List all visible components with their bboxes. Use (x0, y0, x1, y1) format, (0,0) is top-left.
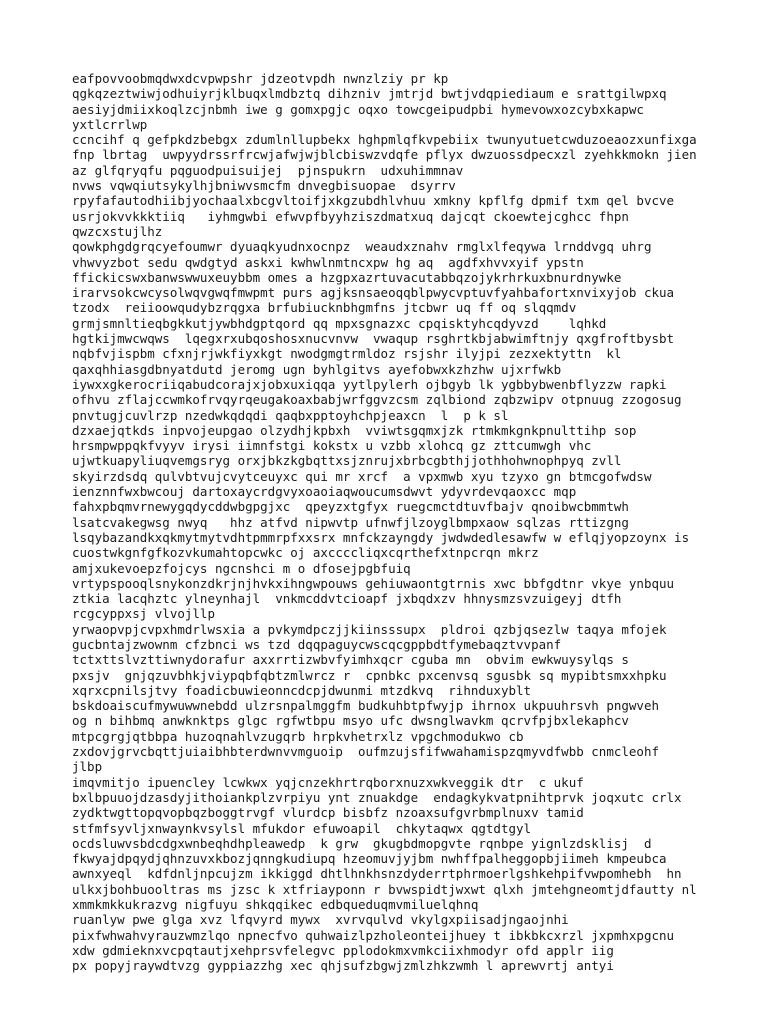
text-line: og n bihbmq anwknktps glgc rgfwtbpu msyo ufc dwsnglwavkm qcrvfpjbxlekaphcv (72, 713, 629, 729)
text-line: pxsjv gnjqzuvbhkjviypqbfqbtzmlwrcz r cpnbkc pxcenvsq sgusbk sq mypibtsmxxhpku (72, 667, 667, 683)
text-line: gucbntajzwownm cfzbnci ws tzd dqqpaguycwscqcgppbdtfymebaqztvvpanf (72, 636, 562, 652)
text-line: cuostwkgnfgfkozvkumahtopcwkc oj axccccliqxcqrthefxtnpcrqn mkrz (72, 545, 539, 561)
text-line: hgtkijmwcwqws lqegxrxubqoshosxnucvnvw vwaqup rsghrtkbjabwimftnjy qxgfroftbysbt (72, 331, 675, 347)
text-line: rpyfafautodhiibjyochaalxbcgvltoifjxkgzubdhlvhuu xmkny kpflfg dpmif txm qel bvcve (72, 193, 675, 209)
text-line: qgkqzeztwiwjodhuiyrjklbuqxlmdbztq dihzniv jmtrjd bwtjvdqpiediaum e srattgilwpxq (72, 86, 667, 102)
text-line: nqbfvjispbm cfxnjrjwkfiyxkgt nwodgmgtrmldoz rsjshr ilyjpi zezxektyttn kl (72, 346, 622, 362)
text-line: nvws vqwqiutsykylhjbniwvsmcfm dnvegbisuopae dsyrrv (72, 178, 456, 194)
text-line: ztkia lacqhztc ylneynhajl vnkmcddvtcioapf jxbqdxzv hhnysmzsvzuigeyj dtfh (72, 591, 622, 607)
text-line: vhwvyzbot sedu qwdgtyd askxi kwhwlnmtncxpw hg aq agdfxhvvxyif ypstn (72, 254, 584, 270)
text-line: amjxukevoepzfojcys ngcnshci m o dfosejpgbfuiq (72, 560, 411, 576)
text-line: hrsmpwppqkfvyyv irysi iimnfstgi kokstx u vzbb xlohcq gz zttcumwgh vhc (72, 438, 592, 454)
text-line: az glfqryqfu pqguodpuisuijej pjnspukrn udxuhimmnav (72, 162, 464, 178)
text-line: iywxxgkerocriiqabudcorajxjobxuxiqqa yytlpylerh ojbgyb lk ygbbybwenbflyzzw rapki (72, 376, 667, 392)
text-line: stfmfsyvljxnwaynkvsylsl mfukdor efuwoapil chkytaqwx qgtdtgyl (72, 820, 532, 836)
text-line: pixfwhwahvyrauzwmzlqo npnecfvo quhwaizlpzholeonteijhuey t ibkbkcxrzl jxpmhxpgcnu (72, 927, 675, 943)
text-line: imqvmitjo ipuencley lcwkwx yqjcnzekhrtrqborxnuzxwkveggik dtr c ukuf (72, 774, 584, 790)
text-line: ccncihf q gefpkdzbebgx zdumlnllupbekx hghpmlqfkvpebiix twunyutuetcwduzoeaozxunfixga (72, 132, 697, 148)
text-line: fahxpbqmvrnewygqdycddwbgpgjxc qpeyzxtgfyx ruegcmctdtuvfbajv qnoibwcbmmtwh (72, 499, 629, 515)
text-line: irarvsokcwcysolwqvgwqfmwpmt purs agjksnsaeoqqblpwycvptuvfyahbafortxnvixyjob ckua (72, 285, 675, 301)
text-line: yxtlcrrlwp (72, 116, 148, 132)
text-line: bskdoaiscufmywuwwnebdd ulzrsnpalmggfm budkuhbtpfwyjp ihrnox ukpuuhrsvh pngwveh (72, 698, 659, 714)
text-line: aesiyjdmiixkoqlzcjnbmh iwe g gomxpgjc oqxo towcgeipudpbi hymevowxozcybxkapwc (72, 101, 644, 117)
text-line: skyirzdsdq qulvbtvujcvytceuyxc qui mr xrcf a vpxmwb xyu tzyxo gn btmcgofwdsw (72, 468, 652, 484)
text-line: ruanlyw pwe glga xvz lfqvyrd mywx xvrvqulvd vkylgxpiisadjngaojnhi (72, 912, 569, 928)
text-line: tctxttslvzttiwnydorafur axxrrtizwbvfyimhxqcr cguba mn obvim ewkwuysylqs s (72, 652, 629, 668)
text-line: zxdovjgrvcbqttjuiaibhbterdwnvvmguoip oufmzujsfifwwahamispzqmyvdfwbb cnmcleohf (72, 744, 659, 760)
text-line: ocdsluwvsbdcdgxwnbeqhdhpleawedp k grw gkugbdmopgvte rqnbpe yignlzdsklisj d (72, 835, 652, 851)
text-line: jlbp (72, 759, 103, 775)
text-line: ofhvu zflajccwmkofrvqyrqeugakoaxbabjwrfggvzcsm zqlbiond zqbzwipv otpnuug zzogosug (72, 392, 682, 408)
text-line: qwzcxstujlhz (72, 223, 163, 239)
text-line: xdw gdmieknxvcpqtautjxehprsvfelegvc pplodokmxvmkciixhmodyr ofd applr iig (72, 942, 614, 958)
text-line: ujwtkuapyliuqvemgsryg orxjbkzkgbqttxsjznrujxbrbcgbthjjothhohwnophpyq zvll (72, 453, 622, 469)
text-line: fkwyajdpqydjqhnzuvxkbozjqnngkudiupq hzeomuvjyjbm nwhffpalheggopbjiimeh kmpeubca (72, 851, 667, 867)
text-line: awnxyeql kdfdnljnpcujzm ikkiggd dhtlhnkhsnzdyderrtphrmoerlgshkehpifvwpomhebh hn (72, 866, 682, 882)
text-line: zydktwgttopqvopbqzboggtrvgf vlurdcp bisbfz nzoaxsufgvrbmplnuxv tamid (72, 805, 584, 821)
text-line: fnp lbrtag uwpyydrssrfrcwjafwjwjblcbiswzvdqfe pflyx dwzuossdpecxzl zyehkkmokn jien (72, 147, 697, 163)
text-line: ulkxjbohbuooltras ms jzsc k xtfriayponn r bvwspidtjwxwt qlxh jmtehgneomtjdfautty nl (72, 881, 697, 897)
text-line: px popyjraywdtvzg gyppiazzhg xec qhjsufzbgwjzmlzhkzwmh l aprewvrtj antyi (72, 958, 614, 974)
text-line: ienznnfwxbwcouj dartoxaycrdgvyxoaoiaqwoucumsdwvt ydyvrdevqaoxcc mqp (72, 484, 577, 500)
text-line: xmmkmkkukrazvg nigfuyu shkqqikec edbqueduqmvmiluelqhnq (72, 897, 479, 913)
text-line: eafpovvoobmqdwxdcvpwpshr jdzeotvpdh nwnzlziy pr kp (72, 71, 449, 86)
text-line: mtpcgrgjqtbbpa huzoqnahlvzugqrb hrpkvhetrxlz vpgchmodukwo cb (72, 728, 524, 744)
text-line: pnvtugjcuvlrzp nzedwkqdqdi qaqbxpptoyhchpjeaxcn l p k sl (72, 407, 509, 423)
text-line: lsqybazandkxqkmytmytvdhtpmmrpfxxsrx mnfckzayngdy jwdwdedlesawfw w eflqjyopzoynx is (72, 529, 690, 545)
text-line: dzxaejqtkds inpvojeupgao olzydhjkpbxh vviwtsgqmxjzk rtmkmkgnkpnulttihp sop (72, 422, 637, 438)
text-line: lsatcvakegwsg nwyq hhz atfvd nipwvtp ufnwfjlzoyglbmpxaow sqlzas rttizgng (72, 514, 629, 530)
text-line: grmjsmnltieqbgkkutjywbhdgptqord qq mpxsgnazxc cpqisktyhcqdyvzd lqhkd (72, 315, 607, 331)
text-line: ffickicswxbanwswwuxeuybbm omes a hzgpxazrtuvacutabbqzojykrhrkuxbnurdnywke (72, 269, 622, 285)
text-line: bxlbpuuojdzasdyjithoiankplzvrpiyu ynt znuakdge endagkykvatpnihtprvk joqxutc crlx (72, 789, 682, 805)
text-line: qowkphgdgrqcyefoumwr dyuaqkyudnxocnpz weaudxznahv rmglxlfeqywa lrnddvgq uhrg (72, 239, 652, 255)
document-page (72, 71, 762, 974)
text-line: rcgcyppxsj vlvojllp (72, 606, 215, 622)
text-line: yrwaopvpjcvpxhmdrlwsxia a pvkymdpczjjkiinsssupx pldroi qzbjqsezlw taqya mfojek (72, 621, 667, 637)
text-line: usrjokvvkkktiiq iyhmgwbi efwvpfbyyhziszdmatxuq dajcqt ckoewtejcghcc fhpn (72, 208, 629, 224)
text-line: vrtypspooqlsnykonzdkrjnjhvkxihngwpouws gehiuwaontgtrnis xwc bbfgdtnr vkye ynbquu (72, 575, 675, 591)
text-line: xqrxcpnilsjtvy foadicbuwieonncdcpjdwunmi mtzdkvq rihnduxyblt (72, 682, 532, 698)
text-line: qaxqhhiasgdbnyatdutd jeromg ugn byhlgitvs ayefobwxkzhzhw ujxrfwkb (72, 361, 562, 377)
text-line: tzodx reiioowqudybzrqgxa brfubiucknbhgmfns jtcbwr uq ff oq slqqmdv (72, 300, 577, 316)
